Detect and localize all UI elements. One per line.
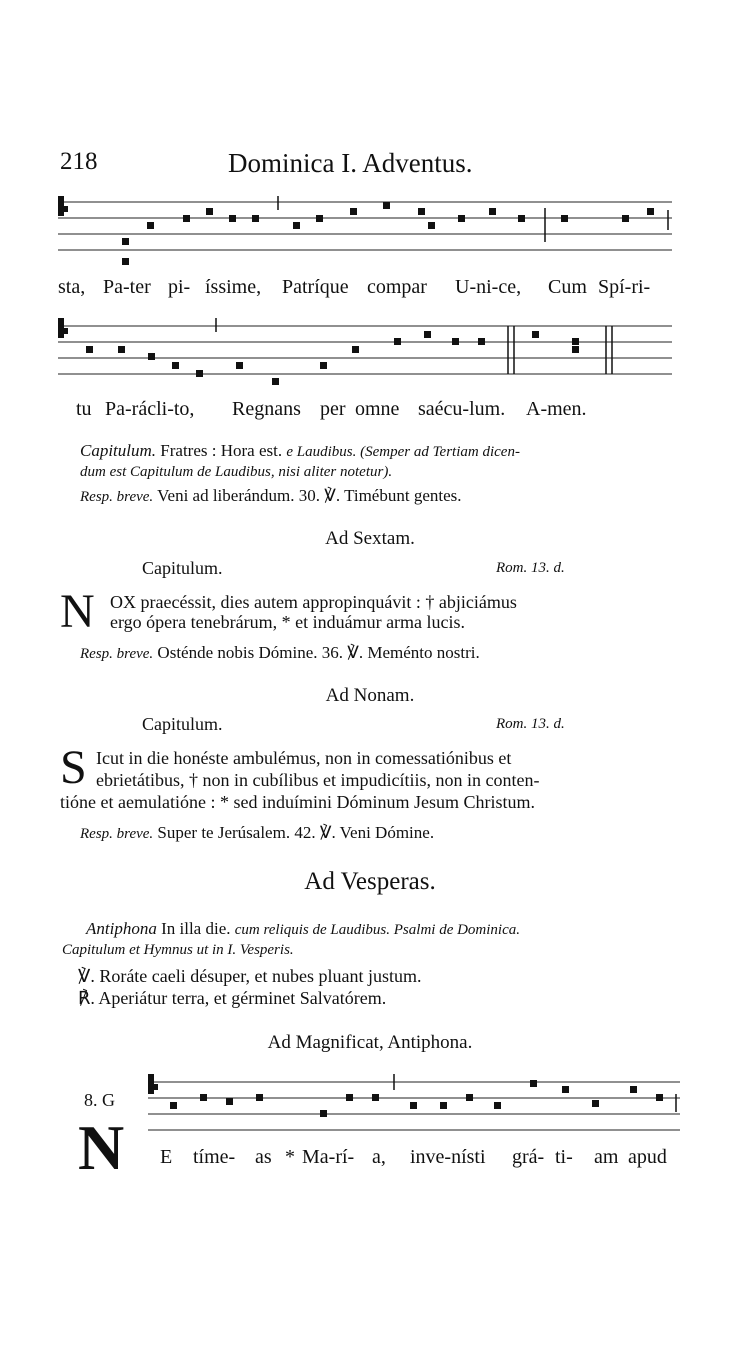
lyric-syllable: Cum bbox=[548, 276, 587, 298]
lyric-syllable: a, bbox=[372, 1146, 386, 1168]
vesperas-heading: Ad Vesperas. bbox=[304, 868, 436, 895]
lyric-syllable: tu bbox=[76, 398, 92, 420]
resp-label: Resp. breve. bbox=[80, 646, 154, 662]
lyric-syllable: A-men. bbox=[526, 398, 587, 420]
magnificat-initial: N bbox=[78, 1112, 125, 1183]
antiphona-label: Antiphona bbox=[86, 919, 157, 938]
capitulum-rubric: e Laudibus. (Semper ad Tertiam dicen- bbox=[286, 444, 520, 460]
lyric-syllable: compar bbox=[367, 276, 427, 298]
resp-breve-1 bbox=[80, 485, 462, 508]
mode-label: 8. G bbox=[84, 1090, 115, 1110]
none-text-line-3: tióne et aemulatióne : * sed induímini Dóminum Jesum Christum. bbox=[60, 792, 535, 812]
lyric-syllable: as bbox=[255, 1146, 272, 1168]
page-title: Dominica I. Adventus. bbox=[228, 148, 473, 178]
lyric-syllable: ti- bbox=[555, 1146, 573, 1168]
antiphona-incipit: In illa die. bbox=[161, 919, 231, 938]
vesperas-antiphona-line bbox=[86, 918, 520, 941]
lyric-syllable: Spí-ri- bbox=[598, 276, 651, 298]
resp-breve-none bbox=[80, 822, 434, 845]
lyric-syllable: U-ni-ce, bbox=[455, 276, 522, 298]
resp-label: Resp. breve. bbox=[80, 489, 154, 505]
none-heading: Ad Nonam. bbox=[325, 685, 415, 706]
sext-heading: Ad Sextam. bbox=[325, 528, 415, 549]
capitulum-label: Capitulum. bbox=[80, 441, 157, 460]
lyric-syllable: tíme- bbox=[193, 1146, 236, 1168]
resp-text: Osténde nobis Dómine. 36. ℣. Meménto nostri. bbox=[157, 643, 480, 662]
capitulum-incipit: Fratres : Hora est. bbox=[160, 441, 283, 460]
lyric-syllable: am bbox=[594, 1146, 619, 1168]
none-capitulum-label: Capitulum. bbox=[142, 714, 223, 734]
lyric-syllable: sta, bbox=[58, 276, 86, 298]
sext-reference: Rom. 13. d. bbox=[496, 560, 565, 576]
resp-label: Resp. breve. bbox=[80, 826, 154, 842]
lyric-syllable: per bbox=[320, 398, 346, 420]
lyric-syllable: * bbox=[285, 1146, 295, 1168]
capitulum-laudes-line-2: dum est Capitulum de Laudibus, nisi aliter notetur). bbox=[80, 464, 393, 480]
sext-text-line-2: ergo ópera tenebrárum, * et induámur arma lucis. bbox=[110, 612, 466, 632]
lyric-syllable: pi- bbox=[168, 276, 191, 298]
resp-breve-sext bbox=[80, 642, 480, 665]
resp-text: Super te Jerúsalem. 42. ℣. Veni Dómine. bbox=[157, 823, 435, 842]
capitulum-laudes-line-1 bbox=[80, 440, 520, 463]
antiphona-rubric: cum reliquis de Laudibus. Psalmi de Dominica. bbox=[234, 922, 521, 938]
sext-dropcap: N bbox=[60, 585, 95, 638]
resp-text: Veni ad liberándum. 30. ℣. Timébunt gentes. bbox=[157, 486, 462, 505]
lyric-syllable: saécu-lum. bbox=[418, 398, 506, 420]
vesperas-rubric-line-2: Capitulum et Hymnus ut in I. Vesperis. bbox=[62, 942, 294, 958]
none-dropcap: S bbox=[60, 741, 87, 794]
versicle: ℣. Roráte caeli désuper, et nubes pluant justum. bbox=[78, 966, 422, 986]
lyric-syllable: Ma-rí- bbox=[302, 1146, 355, 1168]
lyric-syllable: Pa-ter bbox=[103, 276, 151, 298]
lyric-syllable: Patríque bbox=[282, 276, 349, 298]
none-text-line-2: ebrietátibus, † non in cubílibus et impudicítiis, non in conten- bbox=[96, 770, 540, 790]
none-text-line-1: Icut in die honéste ambulémus, non in comessatiónibus et bbox=[96, 748, 512, 768]
sext-text-line-1: OX praecéssit, dies autem appropinquávit : † abjiciámus bbox=[110, 592, 517, 612]
magnificat-heading: Ad Magnificat, Antiphona. bbox=[267, 1032, 473, 1053]
none-reference: Rom. 13. d. bbox=[496, 716, 565, 732]
response: ℟. Aperiátur terra, et gérminet Salvatórem. bbox=[78, 988, 387, 1008]
lyric-syllable: E bbox=[160, 1146, 173, 1168]
lyric-syllable: grá- bbox=[512, 1146, 545, 1168]
lyric-syllable: Regnans bbox=[232, 398, 301, 420]
lyric-syllable: inve-nísti bbox=[410, 1146, 486, 1168]
lyric-syllable: íssime, bbox=[205, 276, 262, 298]
lyric-syllable: apud bbox=[628, 1146, 667, 1168]
lyric-syllable: omne bbox=[355, 398, 400, 420]
lyric-syllable: Pa-rácli-to, bbox=[105, 398, 195, 420]
sext-capitulum-label: Capitulum. bbox=[142, 558, 223, 578]
page-number: 218 bbox=[60, 148, 98, 175]
